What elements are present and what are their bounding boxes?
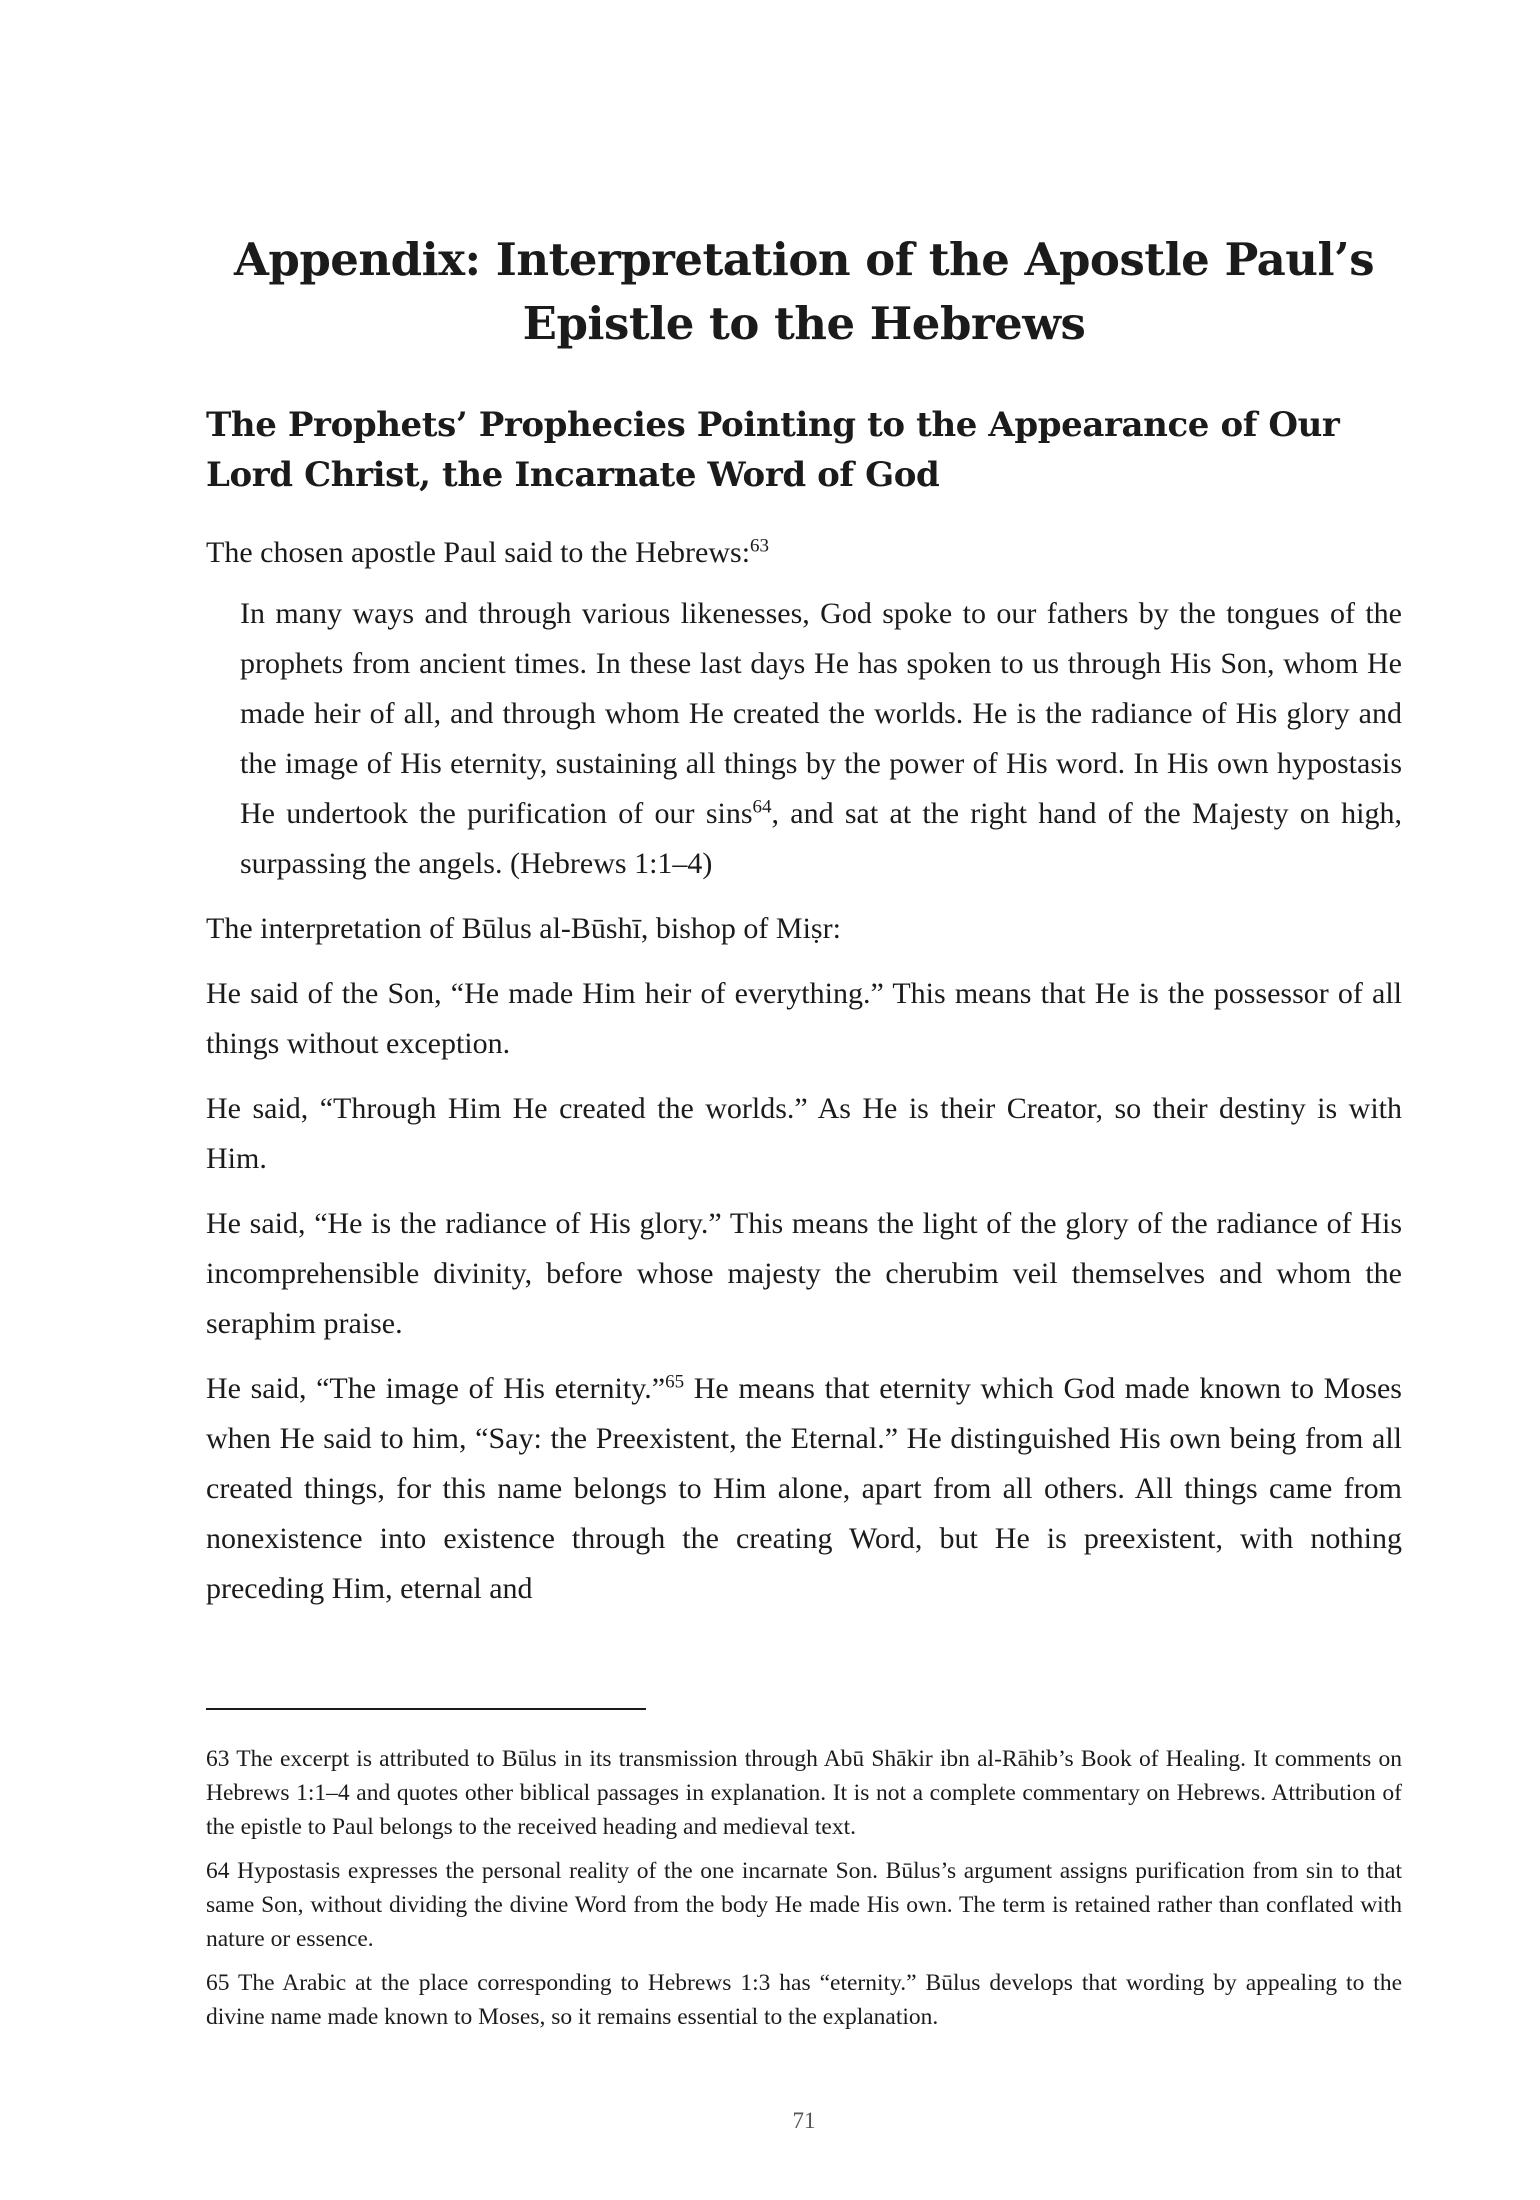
footnote-divider [206,1708,646,1710]
footnotes [206,1742,1402,2044]
body-paragraph-1: He said of the Son, “He made Him heir of everything.” This means that He is the possessor of all things without exception. [206,977,1402,1060]
footnote-63 [206,1742,1402,1844]
para4-text-part-2: He means that eternity which God made known to Moses when He said to him, “Say: the Preexistent, the Eternal.” He distinguished His own being from all created things, for this name belongs to Him alone, apart from all others. All things came from nonexistence into existence through the creating Word, but He is preexistent, with nothing preceding Him, eternal and [206,1372,1402,1605]
page-number: 71 [792,2108,816,2133]
footnote-ref-64[interactable]: 64 [752,796,772,818]
body-paragraph-4 [206,1364,1402,1614]
section-heading [206,400,1402,500]
quote-text-part-2: , and sat at the right hand of the Majesty on high, surpassing the angels. (Hebrews 1:1–4) [240,797,1402,880]
footnote-number: 63 [206,1746,230,1772]
footnote-number: 65 [206,1970,230,1996]
interpretation-heading: The interpretation of Būlus al-Būshī, bishop of Miṣr: [206,912,841,945]
page-title-line-1: Appendix: Interpretation of the Apostle Paul’s [233,233,1375,286]
body-paragraph-3: He said, “He is the radiance of His glory.” This means the light of the glory of the radiance of His incomprehensible divinity, before whose majesty the cherubim veil themselves and whom the seraphim praise. [206,1207,1402,1340]
footnote-text: Hypostasis expresses the personal reality of the one incarnate Son. Būlus’s argument assigns purification from sin to that same Son, without dividing the divine Word from the body He made His own. The term is retained rather than conflated with nature or essence. [206,1858,1403,1952]
section-heading-line-1: The Prophets’ Prophecies Pointing to the Appearance of Our [206,405,1340,445]
footnote-64 [206,1854,1402,1956]
intro-text: The chosen apostle Paul said to the Hebrews: [206,536,751,569]
footnote-number: 64 [206,1858,230,1884]
footnote-text: The excerpt is attributed to Būlus in its transmission through Abū Shākir ibn al-Rāhib’s Book of Healing. It comments on Hebrews 1:1–4 and quotes other biblical passages in explanation. It is not a complete commentary on Hebrews. Attribution of the epistle to Paul belongs to the received heading and medieval text. [206,1746,1403,1840]
footnote-ref-65[interactable]: 65 [665,1371,685,1393]
document-page [206,0,1402,2200]
intro-paragraph [206,528,1402,578]
footnote-ref-63[interactable]: 63 [750,535,770,557]
quote-text-part-1: In many ways and through various likenesses, God spoke to our fathers by the tongues of the prophets from ancient times. In these last days He has spoken to us through His Son, whom He made heir of all, and through whom He created the worlds. He is the radiance of His glory and the image of His eternity, sustaining all things by the power of His word. In His own hypostasis He undertook the purification of our sins [240,597,1402,830]
page-title-line-2: Epistle to the Hebrews [522,297,1086,350]
page-title [206,228,1402,356]
scripture-quote [240,589,1402,889]
body-text [206,528,1402,1629]
footnote-text: The Arabic at the place corresponding to Hebrews 1:3 has “eternity.” Būlus develops that wording by appealing to the divine name made known to Moses, so it remains essential to the explanation. [206,1970,1402,2030]
footnote-65 [206,1966,1402,2034]
section-heading-line-2: Lord Christ, the Incarnate Word of God [206,455,940,495]
para4-text-part-1: He said, “The image of His eternity.” [206,1372,666,1405]
body-paragraph-2: He said, “Through Him He created the worlds.” As He is their Creator, so their destiny is with Him. [206,1092,1402,1175]
